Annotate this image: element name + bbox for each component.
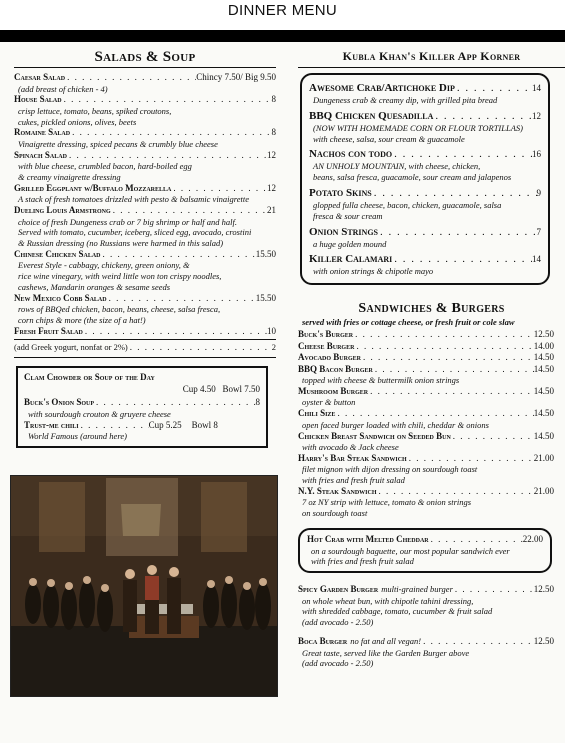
app-list xyxy=(309,81,541,277)
item-name: Spinach Salad xyxy=(14,149,67,160)
item-desc-line: (add breast of chicken - 4) xyxy=(18,83,108,94)
item-desc-line: rows of BBQed chicken, bacon, beans, cheese, salsa fresca, xyxy=(18,304,221,315)
salad-item xyxy=(14,127,276,149)
sandwich-item xyxy=(298,352,554,364)
item-desc-line: topped with cheese & buttermilk onion strings xyxy=(302,375,460,386)
garden-item: Spicy Garden Burger multi-grained burger . . . 12.50 on whole wheat bun, with chipotle tahini dressing, with shredded cabbage, tomato, cucumber & fruit salad (add avocado - 2.50) xyxy=(298,584,554,628)
header-divider-bar xyxy=(0,30,565,42)
item-price: 12 xyxy=(267,182,276,193)
app-item xyxy=(309,186,541,222)
salad-item xyxy=(14,183,276,205)
item-price: 14.00 xyxy=(533,340,554,351)
garden-desc-line: with shredded cabbage, tomato, cucumber & fruit salad xyxy=(302,606,493,617)
item-desc-line: with blue cheese, crumbled bacon, hard-boiled egg xyxy=(18,161,192,172)
garden-desc-line: (add avocado - 2.50) xyxy=(302,617,374,628)
boca-item: Boca Burger no fat and all vegan! . . . 12.50 Great taste, served like the Garden Burger above (add avocado - 2.50) xyxy=(298,636,554,669)
page-title: DINNER MENU xyxy=(0,0,565,30)
item-price: 14.50 xyxy=(533,352,554,363)
yogurt-bottom-divider xyxy=(14,357,276,358)
salad-item xyxy=(14,94,276,127)
item-desc-line: corn chips & more (the size of a hat!) xyxy=(18,315,146,326)
crab-desc-line: on a sourdough baguette, our most popular sandwich ever xyxy=(311,545,510,556)
chili-desc: World Famous (around here) xyxy=(28,431,127,442)
item-name: Killer Calamari xyxy=(309,253,393,266)
crab-box xyxy=(298,528,552,573)
item-desc-line: filet mignon with dijon dressing on sourdough toast xyxy=(302,464,478,475)
item-name: Onion Strings xyxy=(309,225,378,238)
item-desc-line: 7 oz NY strip with lettuce, tomato & onion strings xyxy=(302,497,472,508)
item-desc-line: glopped fulla cheese, bacon, chicken, guacamole, salsa xyxy=(313,199,502,210)
item-name: Chicken Breast Sandwich on Seeded Bun xyxy=(298,430,451,441)
item-desc-line: A stack of fresh tomatoes drizzled with pesto & balsamic vinaigrette xyxy=(18,194,250,205)
item-name: BBQ Chicken Quesadilla xyxy=(309,109,434,122)
app-item xyxy=(309,109,541,145)
item-desc-line: cukes, pickled onions, olives, beets xyxy=(18,116,137,127)
item-price: 7 xyxy=(536,226,541,237)
item-desc-line: & Russian dressing (no Russians were harmed in this salad) xyxy=(18,238,224,249)
sandwich-item xyxy=(298,364,554,386)
item-name: N.Y. Steak Sandwich xyxy=(298,485,377,496)
item-desc-line: with avocado & Jack cheese xyxy=(302,442,399,453)
salad-item xyxy=(14,326,276,338)
item-desc-line: Dungeness crab & creamy dip, with grilled pita bread xyxy=(313,95,498,105)
painting-image xyxy=(11,476,278,697)
menu-page xyxy=(0,42,565,743)
sandwich-item xyxy=(298,408,554,430)
item-name: Dueling Louis Armstrong xyxy=(14,205,111,216)
app-item xyxy=(309,81,541,106)
chili: Trust-me chili . . . Cup 5.25 Bowl 8 xyxy=(24,420,260,432)
item-desc-line: crisp lettuce, tomato, beans, spiked croutons, xyxy=(18,105,172,116)
item-desc-line: (NOW WITH HOMEMADE CORN OR FLOUR TORTILLAS) xyxy=(313,122,523,133)
salad-item xyxy=(14,205,276,249)
item-desc-line: Served with tomato, cucumber, iceberg, sliced egg, avocado, crostini xyxy=(18,227,252,238)
app-item xyxy=(309,147,541,183)
item-desc-line: cashews, Mandarin oranges & sesame seeds xyxy=(18,282,171,293)
boca-desc-line: Great taste, served like the Garden Burger above xyxy=(302,647,470,658)
item-price: 14.50 xyxy=(533,430,554,441)
item-price: 8 xyxy=(271,94,276,105)
item-price: 10 xyxy=(267,325,276,336)
item-desc-line: open faced burger loaded with chili, cheddar & onions xyxy=(302,419,489,430)
item-price: 21.00 xyxy=(533,452,554,463)
item-name: Buck's Burger xyxy=(298,329,354,340)
chowder-label: Clam Chowder or Soup of the Day xyxy=(24,371,155,382)
item-desc-line: & creamy vinaigrette dressing xyxy=(18,171,121,182)
item-name: Cheese Burger xyxy=(298,340,355,351)
sandwiches-title: Sandwiches & Burgers xyxy=(358,301,505,317)
declaration-painting xyxy=(10,475,278,697)
salad-item xyxy=(14,72,276,94)
item-desc-line: Everest Style - cabbagy, chickeny, green oniony, & xyxy=(18,260,190,271)
left-column xyxy=(14,48,276,448)
sandwich-item xyxy=(298,431,554,453)
app-item xyxy=(309,252,541,277)
item-desc-line: Vinaigrette dressing, spiced pecans & crumbly blue cheese xyxy=(18,138,218,149)
item-name: Harry's Bar Steak Sandwich xyxy=(298,452,407,463)
item-price: 12 xyxy=(267,149,276,160)
item-desc-line: choice of fresh Dungeness crab or 7 big shrimp or half and half. xyxy=(18,216,238,227)
salads-divider xyxy=(14,67,276,68)
sandwich-item xyxy=(298,341,554,353)
item-desc-line: fresca & sour cream xyxy=(313,210,383,221)
yogurt-note: (add Greek yogurt, nonfat or 2%) . . . 2 xyxy=(14,342,276,354)
item-desc-line: rice wine vinegary, with weird little won ton crispy noodles, xyxy=(18,271,222,282)
item-desc-line: with onion strings & chipotle mayo xyxy=(313,266,434,277)
item-price: 15.50 xyxy=(255,248,276,259)
item-desc-line: with fries and fresh fruit salad xyxy=(302,475,405,486)
yogurt-divider xyxy=(14,339,276,340)
item-desc-line: oyster & button xyxy=(302,397,356,408)
item-desc-line: a huge golden mound xyxy=(313,238,387,249)
item-name: Nachos con todo xyxy=(309,148,393,161)
item-price: 8 xyxy=(271,127,276,138)
apps-title: Kubla Khan's Killer App Korner xyxy=(342,49,521,63)
item-desc-line: with cheese, salsa, sour cream & guacamole xyxy=(313,133,465,144)
item-price: 14 xyxy=(532,254,541,265)
item-name: Romaine Salad xyxy=(14,127,71,138)
sandwich-item xyxy=(298,386,554,408)
sandwich-item xyxy=(298,329,554,341)
item-name: Awesome Crab/Artichoke Dip xyxy=(309,82,455,94)
item-name: Avocado Burger xyxy=(298,352,361,363)
apps-divider xyxy=(298,67,565,68)
crab-desc-line: with fries and fresh fruit salad xyxy=(311,556,414,567)
salad-item xyxy=(14,249,276,293)
sandwich-list xyxy=(298,329,554,519)
right-column xyxy=(298,48,565,669)
item-price: 14.50 xyxy=(533,363,554,374)
item-price: 21.00 xyxy=(533,485,554,496)
item-price: 9 xyxy=(536,187,541,198)
onion-soup: Buck's Onion Soup . . . 8 xyxy=(24,397,260,409)
sandwich-item xyxy=(298,453,554,486)
sandwiches-subtitle: served with fries or cottage cheese, or fresh fruit or cole slaw xyxy=(302,317,515,328)
item-name: House Salad xyxy=(14,94,62,105)
item-name: Chili Size xyxy=(298,408,336,419)
garden-desc-line: on whole wheat bun, with chipotle tahini dressing, xyxy=(302,595,474,606)
item-desc-line: on sourdough toast xyxy=(302,508,368,519)
salad-item xyxy=(14,293,276,326)
boca-desc-line: (add avocado - 2.50) xyxy=(302,658,374,669)
crab-item: Hot Crab with Melted Cheddar . . . 22.00 xyxy=(307,534,543,546)
apps-box xyxy=(300,73,550,285)
item-name: Potato Skins xyxy=(309,186,372,199)
item-price: 14.50 xyxy=(533,408,554,419)
salads-title: Salads & Soup xyxy=(94,49,196,65)
onion-soup-desc: with sourdough crouton & gruyere cheese xyxy=(28,408,171,419)
item-price: 15.50 xyxy=(255,292,276,303)
item-price: 14 xyxy=(532,83,541,93)
item-name: BBQ Bacon Burger xyxy=(298,363,373,374)
item-price: 12.50 xyxy=(533,329,554,340)
item-name: Chinese Chicken Salad xyxy=(14,248,101,259)
item-name: Mushroom Burger xyxy=(298,385,369,396)
item-price: 12 xyxy=(532,110,541,121)
app-item xyxy=(309,225,541,250)
item-name: New Mexico Cobb Salad xyxy=(14,292,107,303)
salad-list xyxy=(14,72,276,337)
item-desc-line: beans, salsa fresca, guacamole, sour cream and jalapenos xyxy=(313,172,512,183)
soup-box xyxy=(16,366,268,448)
item-name: Caesar Salad xyxy=(14,72,66,82)
salad-item xyxy=(14,150,276,183)
item-desc-line: AN UNHOLY MOUNTAIN, with cheese, chicken, xyxy=(313,161,481,172)
item-price: 14.50 xyxy=(533,385,554,396)
item-name: Fresh Fruit Salad xyxy=(14,325,83,336)
item-name: Grilled Eggplant w/Buffalo Mozzarella xyxy=(14,182,172,193)
chowder-prices: Cup 4.50 Bowl 7.50 xyxy=(182,384,260,395)
sandwich-item xyxy=(298,486,554,519)
item-price: Chincy 7.50/ Big 9.50 xyxy=(196,72,276,82)
item-price: 21 xyxy=(267,205,276,216)
item-price: 16 xyxy=(532,149,541,160)
